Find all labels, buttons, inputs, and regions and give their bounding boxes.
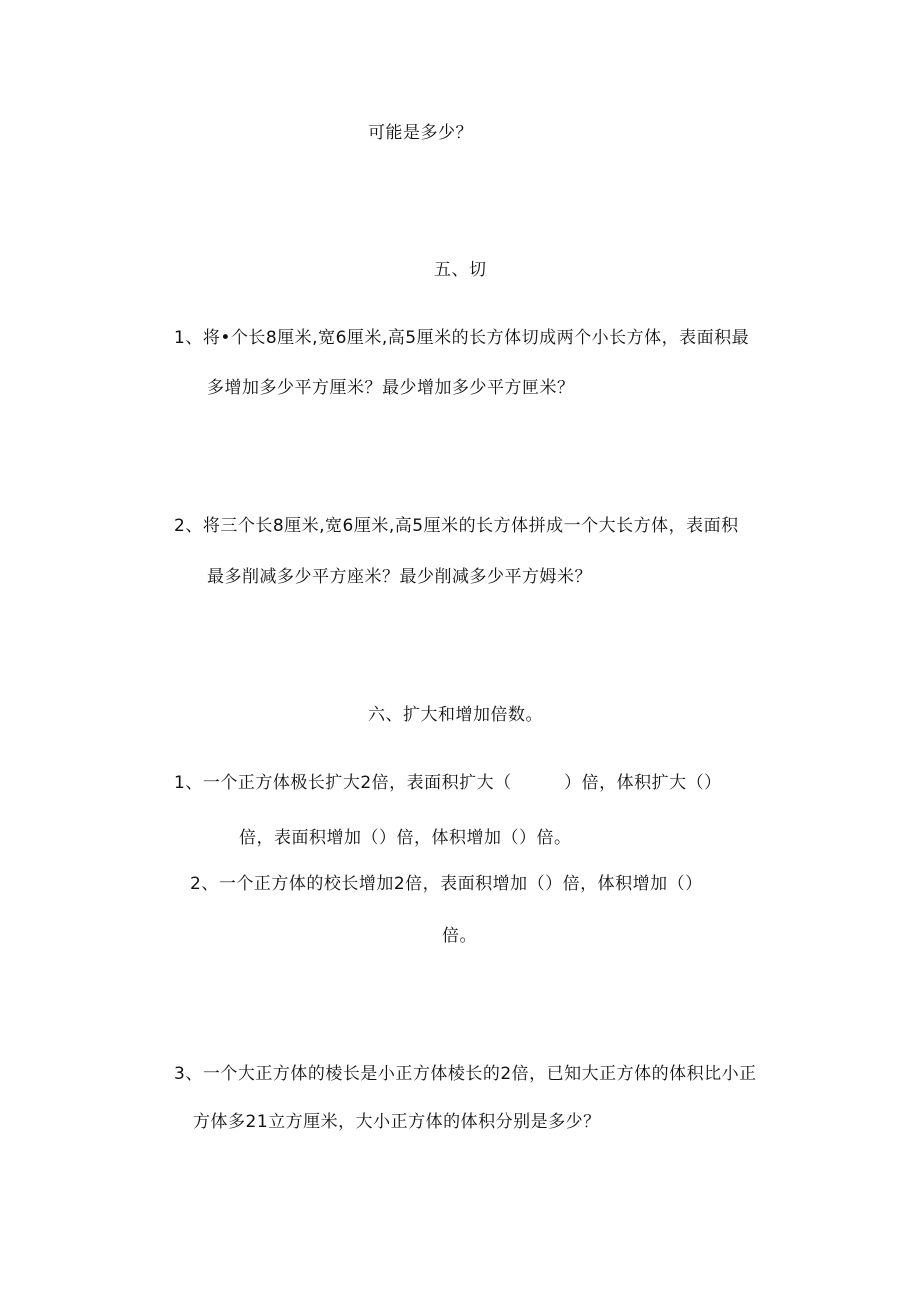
section5-q1-line1: 1、将•个长8厘米,宽6厘米,高5厘米的长方体切成两个小长方体，表面积最: [174, 328, 750, 348]
section6-q1-line2: 倍，表面积增加（）倍，体积增加（）倍。: [239, 828, 572, 848]
section6-heading: 六、扩大和增加倍数。: [368, 705, 543, 725]
section5-q1-line2: 多增加多少平方厘米？最少增加多少平方匣米？: [207, 378, 575, 398]
section6-q2-line2: 倍。: [442, 926, 477, 946]
section6-q2-line1: 2、一个正方体的校长增加2倍，表面积增加（）倍，体积增加（）: [190, 874, 703, 894]
section6-q3-line2: 方体多21立方厘米，大小正方体的体积分别是多少？: [193, 1112, 601, 1132]
section6-q1-line1: 1、一个正方体极长扩大2倍，表面积扩大（ ）倍，体积扩大（）: [174, 773, 722, 793]
section5-q2-line1: 2、将三个长8厘米,宽6厘米,高5厘米的长方体拼成一个大长方体，表面积: [174, 516, 739, 536]
section5-q2-line2: 最多削减多少平方座米？最少削减多少平方姆米？: [207, 567, 592, 587]
section6-q3-line1: 3、一个大正方体的棱长是小正方体棱长的2倍，已知大正方体的体积比小正: [174, 1064, 757, 1084]
section5-heading: 五、切: [434, 260, 487, 280]
section4-continuation: 可能是多少？: [368, 123, 473, 143]
